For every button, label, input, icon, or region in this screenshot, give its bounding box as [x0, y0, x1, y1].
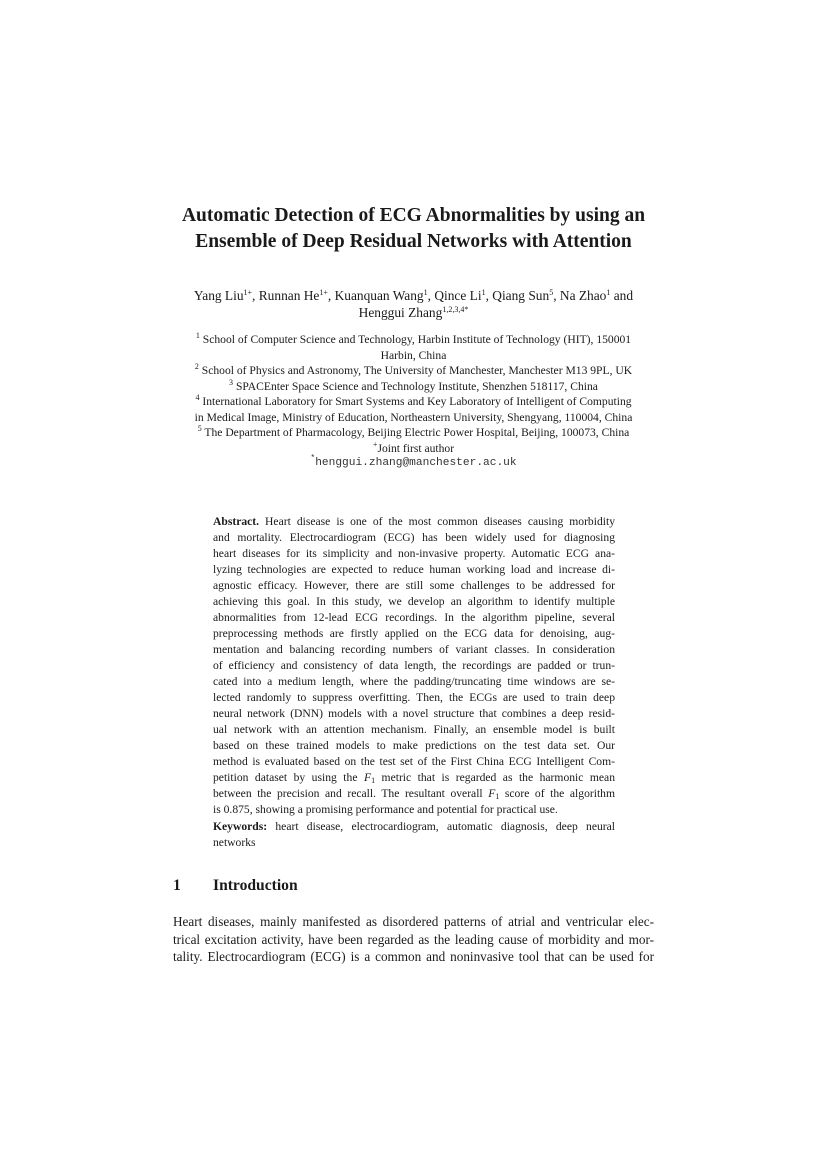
keywords-line — [213, 819, 615, 835]
abstract-text: score of the algorithm — [499, 787, 615, 800]
affil-sup: 1 — [195, 331, 200, 340]
affil-text: School of Physics and Astronomy, The University of Manchester, Manchester M13 9PL, UK — [201, 364, 633, 377]
affiliation-3 — [0, 379, 827, 395]
affiliation-1-cont: Harbin, China — [380, 348, 447, 362]
affiliations — [0, 332, 827, 472]
abstract-line: preprocessing methods are firstly applied on the ECG data for denoising, aug- — [213, 627, 615, 640]
affil-text: International Laboratory for Smart Systems and Key Laboratory of Intelligent of Computing — [202, 395, 632, 408]
f1-symbol: F — [363, 771, 372, 784]
section-title: Introduction — [213, 877, 298, 894]
author-separator: , — [327, 288, 335, 303]
author-separator: , — [427, 288, 435, 303]
abstract-line: lected randomly to suppress overfitting. Then, the ECGs are used to train deep — [213, 691, 615, 704]
joint-text: Joint first author — [377, 441, 455, 455]
abstract-text: between the precision and recall. The resultant overall — [213, 787, 489, 800]
abstract-label: Abstract. — [213, 515, 260, 528]
author-affil-sup: 1+ — [319, 288, 328, 297]
abstract-line: neural network (DNN) models with a novel structure that combines a deep resid- — [213, 707, 615, 720]
author-separator: , — [485, 288, 493, 303]
author-affil-sup: 1+ — [243, 288, 253, 297]
body-line: tality. Electrocardiogram (ECG) is a common and noninvasive tool that can be used for — [173, 949, 654, 964]
affil-text: School of Computer Science and Technology, Harbin Institute of Technology (HIT), 150001 — [202, 333, 632, 346]
keywords-label: Keywords: — [213, 820, 268, 833]
abstract — [213, 514, 615, 818]
affiliation-1 — [0, 332, 827, 348]
section-body — [173, 913, 654, 966]
author-list — [0, 287, 827, 321]
keywords — [213, 819, 615, 851]
author-separator: , — [252, 288, 259, 303]
abstract-line — [213, 786, 615, 802]
abstract-line: mentation and balancing recording numbers of variant classes. In consideration — [213, 643, 615, 656]
abstract-line: and mortality. Electrocardiogram (ECG) has been widely used for diagnosing — [213, 531, 615, 544]
corresponding-sup: * — [310, 454, 316, 463]
author-name: Yang Liu — [193, 288, 244, 303]
email-link[interactable]: henggui.zhang@manchester.ac.uk — [315, 457, 517, 469]
abstract-line: heart diseases for its simplicity and non-invasive property. Automatic ECG ana- — [213, 547, 615, 560]
affiliation-4-cont: in Medical Image, Ministry of Education, Northeastern University, Shengyang, 110004, China — [194, 410, 633, 424]
abstract-line: lyzing technologies are expected to reduce human working load and increase di- — [213, 563, 615, 576]
author-separator: , — [553, 288, 560, 303]
joint-author-note — [0, 441, 827, 457]
abstract-line: method is evaluated based on the test set of the First China ECG Intelligent Com- — [213, 755, 615, 768]
abstract-line: abnormalities from 12-lead ECG recordings. In the algorithm pipeline, several — [213, 611, 615, 624]
f1-subscript: 1 — [495, 792, 500, 801]
affil-sup: 3 — [229, 377, 234, 387]
abstract-line: ual network with an attention mechanism. Finally, an ensemble model is built — [213, 723, 615, 736]
author-affil-sup: 1 — [606, 288, 611, 297]
author-affil-sup: 1 — [423, 288, 428, 297]
author-name: Henggui Zhang — [358, 305, 443, 320]
affiliation-2 — [0, 363, 827, 379]
author-name: Qiang Sun — [492, 288, 550, 303]
f1-subscript: 1 — [371, 776, 376, 785]
paper-title — [0, 203, 827, 255]
body-line: trical excitation activity, have been regarded as the leading cause of morbidity and mor- — [173, 931, 654, 947]
abstract-line: of efficiency and consistency of data length, the recordings are padded or trun- — [213, 659, 615, 672]
author-name: Kuanquan Wang — [334, 288, 424, 303]
author-affil-sup: 1 — [481, 288, 486, 297]
title-line: Automatic Detection of ECG Abnormalities by using an — [181, 205, 646, 226]
abstract-text: petition dataset by using the — [213, 771, 364, 784]
abstract-line: based on these trained models to make predictions on the test data set. Our — [213, 739, 615, 752]
abstract-line: cated into a medium length, where the padding/truncating time windows are se- — [213, 675, 615, 688]
affil-text: The Department of Pharmacology, Beijing Electric Power Hospital, Beijing, 100073, China — [204, 426, 630, 439]
author-separator: and — [610, 288, 634, 303]
affil-sup: 4 — [195, 393, 200, 402]
abstract-text: Heart disease is one of the most common diseases causing morbidity — [259, 515, 615, 528]
section-heading — [173, 876, 298, 896]
author-line — [0, 304, 827, 321]
keywords-text: heart disease, electrocardiogram, automatic diagnosis, deep neural — [267, 820, 615, 833]
abstract-line: agnostic efficacy. However, there are still some challenges to be addressed for — [213, 579, 615, 592]
abstract-line: achieving this goal. In this study, we develop an algorithm to identify multiple — [213, 595, 615, 608]
keywords-line: networks — [213, 836, 256, 849]
joint-sup: + — [372, 439, 378, 449]
abstract-line — [213, 514, 615, 530]
affil-sup: 2 — [194, 362, 199, 371]
body-line: Heart diseases, mainly manifested as disordered patterns of atrial and ventricular elec- — [173, 914, 654, 929]
affil-text: SPACEnter Space Science and Technology Institute, Shenzhen 518117, China — [235, 379, 598, 393]
section-number: 1 — [173, 877, 181, 894]
author-line — [0, 287, 827, 304]
corresponding-email — [0, 456, 827, 472]
abstract-text: metric that is regarded as the harmonic mean — [375, 771, 616, 784]
f1-symbol: F — [488, 787, 496, 800]
author-affil-sup: 1,2,3,4* — [442, 305, 469, 314]
abstract-line: is 0.875, showing a promising performance and potential for practical use. — [213, 803, 558, 816]
title-line: Ensemble of Deep Residual Networks with Attention — [195, 231, 632, 252]
author-affil-sup: 5 — [549, 288, 554, 297]
affiliation-4 — [0, 394, 827, 410]
affil-sup: 5 — [197, 424, 202, 433]
author-name: Na Zhao — [559, 288, 607, 303]
abstract-line — [213, 770, 615, 786]
author-name: Qince Li — [434, 288, 482, 303]
affiliation-5 — [0, 425, 827, 441]
author-name: Runnan He — [258, 288, 320, 303]
